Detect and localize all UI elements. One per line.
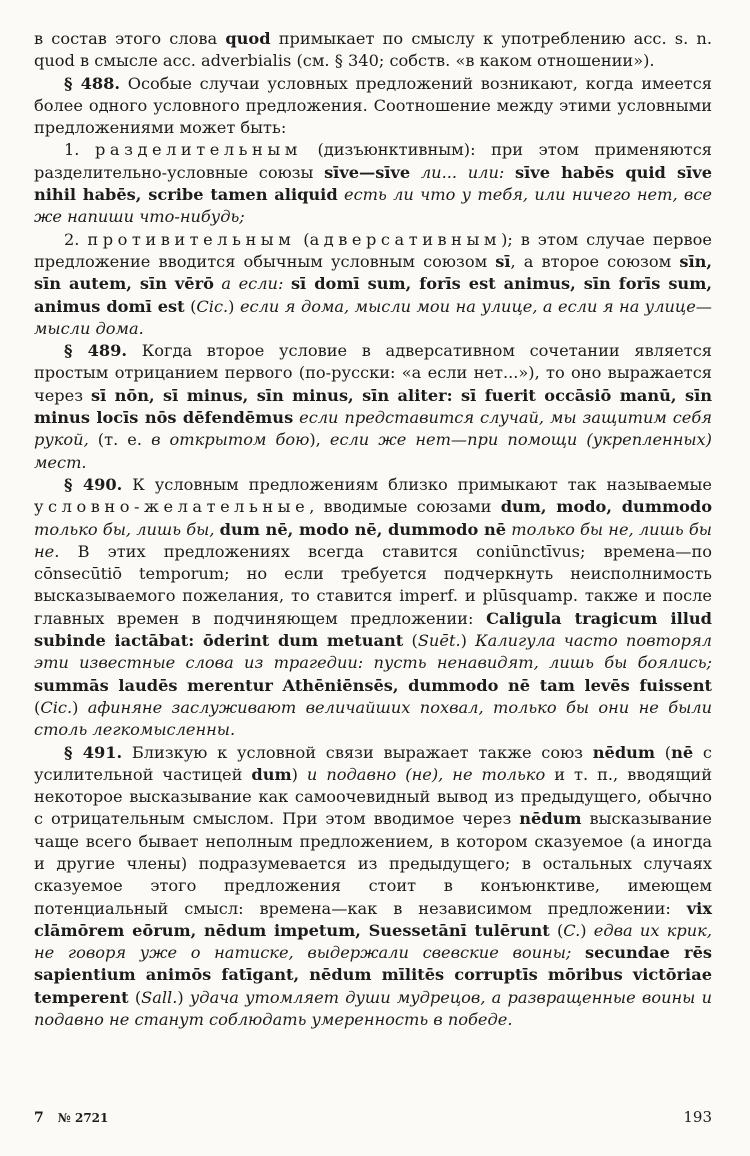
text-run: ) [177,987,190,1007]
text-run: ( [34,697,41,717]
text-run: Когда второе условие в адверсативном сочетании является простым отрицанием первого (по-русски: «а если нет...»), то оно выражается через [34,341,712,405]
text-run: ( [184,296,197,316]
text-run: высказывание чаще всего бывает неполным предложением, в котором сказуемое (а иногда и другие члены) подразумевается из предыдущего; в остальных случаях сказуемое этого предложения стоит в конъюнктиве, имеющем потенциальный смысл: времена—как в независимом предложении: [34,809,712,918]
para-489 [34,340,712,474]
text-run [571,943,585,962]
text-run: (т. е. [88,430,152,450]
spaced-term: адверсативным [309,229,502,249]
italic-text: ли... или: [420,162,505,182]
page-number: 193 [683,1108,712,1126]
text-run: , вводимые союзами [309,497,501,517]
spaced-term: разделительным [95,140,302,160]
spaced-term: условно-желательные [34,497,310,517]
text-run: 2. [64,229,88,249]
italic-text: только бы не, лишь бы не. [34,519,712,561]
latin-example: dum nē, modo nē, dummodo nē [219,519,507,539]
para-488-item-1 [34,139,712,228]
para-488-intro [34,73,712,140]
text-run: ) [580,920,594,940]
para-continuation [34,28,712,73]
text-run: ), [309,430,330,450]
body-text [34,28,712,1031]
italic-text: есть ли что у тебя, или ничего нет, все же напиши что-нибудь; [34,185,712,227]
latin-example: nē [671,742,694,762]
italic-text: удача утомляет души мудрецов, а развращенные воины и подавно не станут соблюдать умеренность в победе. [34,987,712,1030]
text-run: Особые случаи условных предложений возникают, когда имеется более одного условного предложения. Соотношение между этими условными предложениями может быть: [34,73,713,138]
text-run: ) [228,296,240,316]
order-number: № 2721 [57,1111,109,1125]
italic-text: если я дома, мысли мои на улице, а если я на улице—мысли дома. [34,296,712,338]
italic-text: Suēt. [417,631,461,651]
text-run: ( [549,920,564,940]
text-run: К условным предложениям близко примыкают так называемые [122,474,713,494]
italic-text: Cic. [196,296,229,316]
text-run [283,274,291,293]
latin-example: sīve—sīve [324,162,411,182]
latin-example: nēdum [519,809,582,829]
text-run: , а второе союзом [510,251,680,271]
text-run: и т. п., вводящий некоторое высказывание как самоочевидный вывод из предыдущего, обычно с отрицательным смыслом. При этом вводимое через [34,764,712,829]
italic-text: едва их крик, не говоря уже о натиске, выдержали свевские воины; [34,920,712,963]
italic-text: афиняне заслуживают величайших похвал, только бы они не были столь легкомысленны. [34,697,712,740]
latin-example: secundae rēs sapientium animōs fatīgant, nēdum mīlitēs corruptīs mōribus victōriae temperent [34,943,712,1007]
text-run [504,163,515,182]
latin-example: quod [225,29,271,48]
latin-example: dum [251,764,292,784]
latin-example: vix clāmōrem eōrum, nēdum impetum, Suessetānī tulērunt [34,898,712,940]
latin-example: Caligula tragicum illud subinde iactābat: ōderint dum metuant [34,608,713,651]
latin-example: sī [495,251,511,271]
text-run: ( [655,742,672,762]
text-run: Близкую к условной связи выражает также союз [122,742,593,762]
printer-signature [34,1110,108,1126]
text-run: с усилительной частицей [34,742,712,784]
italic-text: и подавно (не), не только [306,764,546,784]
italic-text [410,163,421,182]
italic-text: в открытом бою [151,430,310,450]
latin-example: § 489. [64,341,128,361]
latin-example: sīve habēs quid sīve nihil habēs, scribe tamen aliquid [34,162,713,205]
italic-text: Калигула часто повторял эти известные слова из трагедии: пусть ненавидят, лишь бы боялись; [34,631,712,673]
italic-text: только бы, лишь бы, [34,519,215,539]
signature-number: 7 [34,1110,44,1126]
italic-text: если представится случай, мы защитим себя рукой, [34,408,712,450]
text-run: 1. [64,140,96,160]
text-run: ); в этом случае первое предложение вводится обычным условным союзом [34,229,712,271]
text-run: ) [72,697,88,717]
latin-example: sī nōn, sī minus, sīn minus, sīn aliter: sī fuerit occāsiō manū, sīn minus locīs nōs dēfendēmus [34,385,713,428]
latin-example: § 488. [64,73,121,93]
para-491 [34,742,712,1032]
latin-example: nēdum [592,742,656,762]
para-488-item-2 [34,229,712,340]
italic-text: а если: [221,274,284,294]
italic-text: Sall. [141,987,178,1007]
latin-example: sīn, sīn autem, sīn vērō [34,251,713,294]
text-run: ) [460,631,476,651]
italic-text: если же нет—при помощи (укрепленных) мест. [34,430,713,472]
latin-example: § 490. [64,474,123,494]
text-run: в состав этого слова [34,29,226,48]
text-run: ( [403,631,418,651]
latin-example: sī domī sum, forīs est animus, sīn forīs sum, animus domī est [34,274,712,316]
para-490 [34,474,712,742]
latin-example: § 491. [64,742,123,762]
latin-example: summās laudēs merentur Athēniēnsēs, dummodo nē tam levēs fuissent [34,675,712,695]
text-run: В этих предложениях всегда ставится coniūnctīvus; времена—по cōnsecūtiō temporum; но если требуется подчеркнуть неисполнимость высказываемого пожелания, то ставится imperf. и plūsquamp. также и после главных времен в подчиняющем предложении: [34,541,712,628]
latin-example: dum, modo, dummodo [500,497,712,517]
text-run: (дизъюнктивным): при этом применяются разделительно-условные союзы [34,140,712,182]
text-run: примыкает по смыслу к употреблению acc. s. n. quod в смысле acc. adverbialis (см. § 340; собств. «в каком отношении»). [34,29,712,71]
text-run: ( [128,987,142,1007]
italic-text: Cic. [40,697,73,717]
spaced-term: противительным [87,229,296,249]
text-run: ) [291,764,307,784]
italic-text: C. [563,920,581,940]
text-run: ( [295,229,310,249]
